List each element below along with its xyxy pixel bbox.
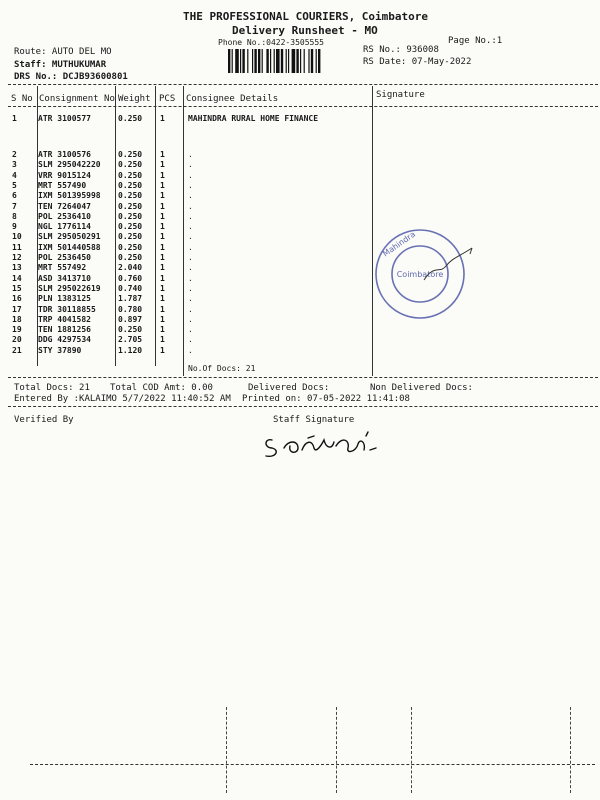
cell-weight: 0.760	[118, 273, 143, 283]
col-divider	[115, 86, 116, 366]
drs-number: DRS No.: DCJB93600801	[14, 72, 128, 82]
barcode-bar	[304, 49, 305, 73]
cell-cons: TDR 30118855	[38, 304, 96, 314]
total-docs: Total Docs: 21	[14, 383, 90, 393]
cell-cons: NGL 1776114	[38, 222, 91, 232]
cell-details: MAHINDRA RURAL HOME FINANCE	[188, 114, 319, 123]
cell-weight: 0.250	[118, 253, 143, 262]
cell-pcs: 1	[160, 273, 165, 283]
cell-weight: 0.250	[118, 170, 143, 180]
cell-sno: 13	[12, 263, 22, 273]
rs-date: RS Date: 07-May-2022	[363, 57, 472, 67]
col-header-signature: Signature	[376, 90, 425, 100]
cell-cons: SLM 295050291	[38, 232, 101, 242]
barcode-bar	[281, 49, 283, 73]
cell-sno: 5	[12, 180, 17, 190]
cell-cons: MRT 557490	[38, 180, 87, 190]
cell-pcs: 1	[160, 232, 165, 242]
col-header-consignee: Consignee Details	[186, 94, 279, 104]
col-divider	[183, 86, 184, 376]
cell-sno: 10	[12, 232, 22, 242]
cell-details: .	[188, 160, 193, 170]
company-title: THE PROFESSIONAL COURIERS, Coimbatore	[183, 10, 429, 23]
cell-pcs: 1	[160, 253, 165, 262]
summary-top-rule	[8, 377, 598, 378]
cell-weight: 0.250	[118, 160, 143, 170]
barcode-bar	[274, 49, 275, 73]
cell-pcs: 1	[160, 191, 165, 201]
bottom-mark	[570, 707, 571, 793]
bottom-rule	[30, 764, 595, 765]
cell-details: .	[188, 232, 193, 242]
cell-sno: 1	[12, 114, 17, 123]
col-divider	[155, 86, 156, 366]
cell-pcs: 1	[160, 314, 165, 324]
cell-pcs: 1	[160, 222, 165, 232]
barcode-bar	[300, 49, 301, 73]
cell-cons: TEN 1881256	[38, 325, 91, 335]
cell-pcs: 1	[160, 180, 165, 190]
cell-cons: SLM 295042220	[38, 160, 101, 170]
cell-weight: 0.250	[118, 201, 143, 211]
table-top-rule	[8, 84, 598, 85]
cell-sno: 9	[12, 222, 17, 232]
cell-details: .	[188, 304, 193, 314]
barcode-bar	[318, 49, 320, 73]
cell-cons: IXM 501395998	[38, 191, 101, 201]
cell-cons: VRR 9015124	[38, 170, 91, 180]
barcode-bar	[240, 49, 241, 73]
bottom-mark	[411, 707, 412, 793]
cell-pcs: 1	[160, 283, 165, 293]
cell-weight: 0.250	[118, 180, 143, 190]
cell-weight: 0.250	[118, 114, 143, 123]
col-header-consignment: Consignment No	[39, 94, 115, 104]
staff-signature-label: Staff Signature	[273, 415, 355, 425]
cell-details: .	[188, 253, 193, 262]
phone-number: Phone No.:0422-3505555	[218, 38, 324, 47]
barcode-bar	[254, 49, 256, 73]
cell-weight: 1.787	[118, 294, 143, 304]
cell-sno: 21	[12, 345, 22, 355]
cell-sno: 16	[12, 294, 22, 304]
cell-sno: 20	[12, 335, 22, 345]
barcode-bar	[262, 49, 263, 73]
no-of-docs: No.Of Docs: 21	[188, 364, 256, 373]
cell-details: .	[188, 150, 193, 159]
barcode-bar	[228, 49, 230, 73]
col-header-pcs: PCS	[159, 94, 176, 104]
cell-details: .	[188, 180, 193, 190]
cell-cons: TRP 4041582	[38, 314, 91, 324]
cell-weight: 1.120	[118, 345, 143, 355]
cell-cons: STY 37890	[38, 345, 82, 355]
cell-cons: TEN 7264047	[38, 201, 91, 211]
cell-details: .	[188, 325, 193, 335]
barcode	[228, 49, 356, 73]
cell-cons: IXM 501440588	[38, 242, 101, 252]
cell-weight: 0.250	[118, 211, 143, 221]
cell-weight: 0.250	[118, 150, 143, 159]
barcode-bar	[311, 49, 313, 73]
verified-by-label: Verified By	[14, 415, 74, 425]
cell-details: .	[188, 211, 193, 221]
cell-weight: 0.780	[118, 304, 143, 314]
cell-details: .	[188, 242, 193, 252]
seal-scribble	[420, 244, 480, 294]
cell-weight: 0.250	[118, 232, 143, 242]
rs-number: RS No.: 936008	[363, 45, 439, 55]
seal-side-text: Mahindra	[381, 229, 417, 259]
cell-sno: 8	[12, 211, 17, 221]
barcode-bar	[286, 49, 287, 73]
cell-pcs: 1	[160, 160, 165, 170]
cell-sno: 3	[12, 160, 17, 170]
col-header-sno: S No	[11, 94, 33, 104]
barcode-bar	[292, 49, 296, 73]
table-header-rule	[8, 106, 598, 107]
cell-pcs: 1	[160, 325, 165, 335]
cell-details: .	[188, 294, 193, 304]
cell-sno: 18	[12, 314, 22, 324]
cell-details: .	[188, 273, 193, 283]
barcode-bar	[252, 49, 253, 73]
cell-pcs: 1	[160, 242, 165, 252]
barcode-bar	[232, 49, 233, 73]
cell-cons: SLM 295022619	[38, 283, 101, 293]
non-delivered-docs: Non Delivered Docs:	[370, 383, 473, 393]
cell-details: .	[188, 345, 193, 355]
barcode-bar	[242, 49, 244, 73]
barcode-bar	[266, 49, 268, 73]
cell-pcs: 1	[160, 335, 165, 345]
cell-pcs: 1	[160, 170, 165, 180]
staff-signature	[262, 428, 382, 464]
cell-weight: 2.040	[118, 263, 143, 273]
col-header-weight: Weight	[118, 94, 151, 104]
cell-sno: 19	[12, 325, 22, 335]
cell-cons: DDG 4297534	[38, 335, 91, 345]
cell-pcs: 1	[160, 304, 165, 314]
barcode-bar	[276, 49, 280, 73]
barcode-bar	[235, 49, 239, 73]
cell-weight: 0.250	[118, 191, 143, 201]
route-label: Route: AUTO DEL MO	[14, 47, 112, 57]
cell-sno: 11	[12, 242, 22, 252]
cell-weight: 0.740	[118, 283, 143, 293]
cell-weight: 0.897	[118, 314, 143, 324]
summary-bottom-rule	[8, 406, 598, 407]
cell-pcs: 1	[160, 150, 165, 159]
cell-pcs: 1	[160, 294, 165, 304]
cell-weight: 0.250	[118, 222, 143, 232]
barcode-bar	[316, 49, 317, 73]
cell-pcs: 1	[160, 114, 165, 123]
cell-cons: ATR 3100576	[38, 150, 91, 159]
cell-cons: POL 2536450	[38, 253, 91, 262]
cell-details: .	[188, 191, 193, 201]
barcode-bar	[247, 49, 248, 73]
barcode-bar	[270, 49, 271, 73]
cell-sno: 4	[12, 170, 17, 180]
cell-pcs: 1	[160, 345, 165, 355]
total-cod: Total COD Amt: 0.00	[110, 383, 213, 393]
staff-label: Staff: MUTHUKUMAR	[14, 60, 107, 70]
sheet-title: Delivery Runsheet - MO	[232, 24, 378, 37]
cell-details: .	[188, 222, 193, 232]
cell-cons: POL 2536410	[38, 211, 91, 221]
cell-details: .	[188, 314, 193, 324]
cell-sno: 12	[12, 253, 22, 262]
cell-weight: 0.250	[118, 325, 143, 335]
barcode-bar	[296, 49, 298, 73]
cell-details: .	[188, 283, 193, 293]
cell-details: .	[188, 170, 193, 180]
cell-cons: ATR 3100577	[38, 114, 91, 123]
delivered-docs: Delivered Docs:	[248, 383, 330, 393]
cell-details: .	[188, 201, 193, 211]
cell-pcs: 1	[160, 263, 165, 273]
cell-cons: ASD 3413710	[38, 273, 91, 283]
cell-sno: 14	[12, 273, 22, 283]
cell-sno: 15	[12, 283, 22, 293]
cell-weight: 0.250	[118, 242, 143, 252]
cell-pcs: 1	[160, 201, 165, 211]
bottom-mark	[226, 707, 227, 793]
barcode-bar	[288, 49, 289, 73]
barcode-bar	[258, 49, 260, 73]
entered-by: Entered By :KALAIMO 5/7/2022 11:40:52 AM	[14, 394, 231, 404]
cell-details: .	[188, 263, 193, 273]
cell-cons: MRT 557492	[38, 263, 87, 273]
page-number: Page No.:1	[448, 36, 503, 46]
cell-pcs: 1	[160, 211, 165, 221]
barcode-bar	[308, 49, 309, 73]
cell-details: .	[188, 335, 193, 345]
seal-center-text: Coimbatore	[396, 270, 444, 279]
cell-weight: 2.705	[118, 335, 143, 345]
cell-cons: PLN 1383125	[38, 294, 91, 304]
cell-sno: 17	[12, 304, 22, 314]
cell-sno: 7	[12, 201, 17, 211]
bottom-mark	[336, 707, 337, 793]
cell-sno: 2	[12, 150, 17, 159]
cell-sno: 6	[12, 191, 17, 201]
printed-on: Printed on: 07-05-2022 11:41:08	[242, 394, 410, 404]
